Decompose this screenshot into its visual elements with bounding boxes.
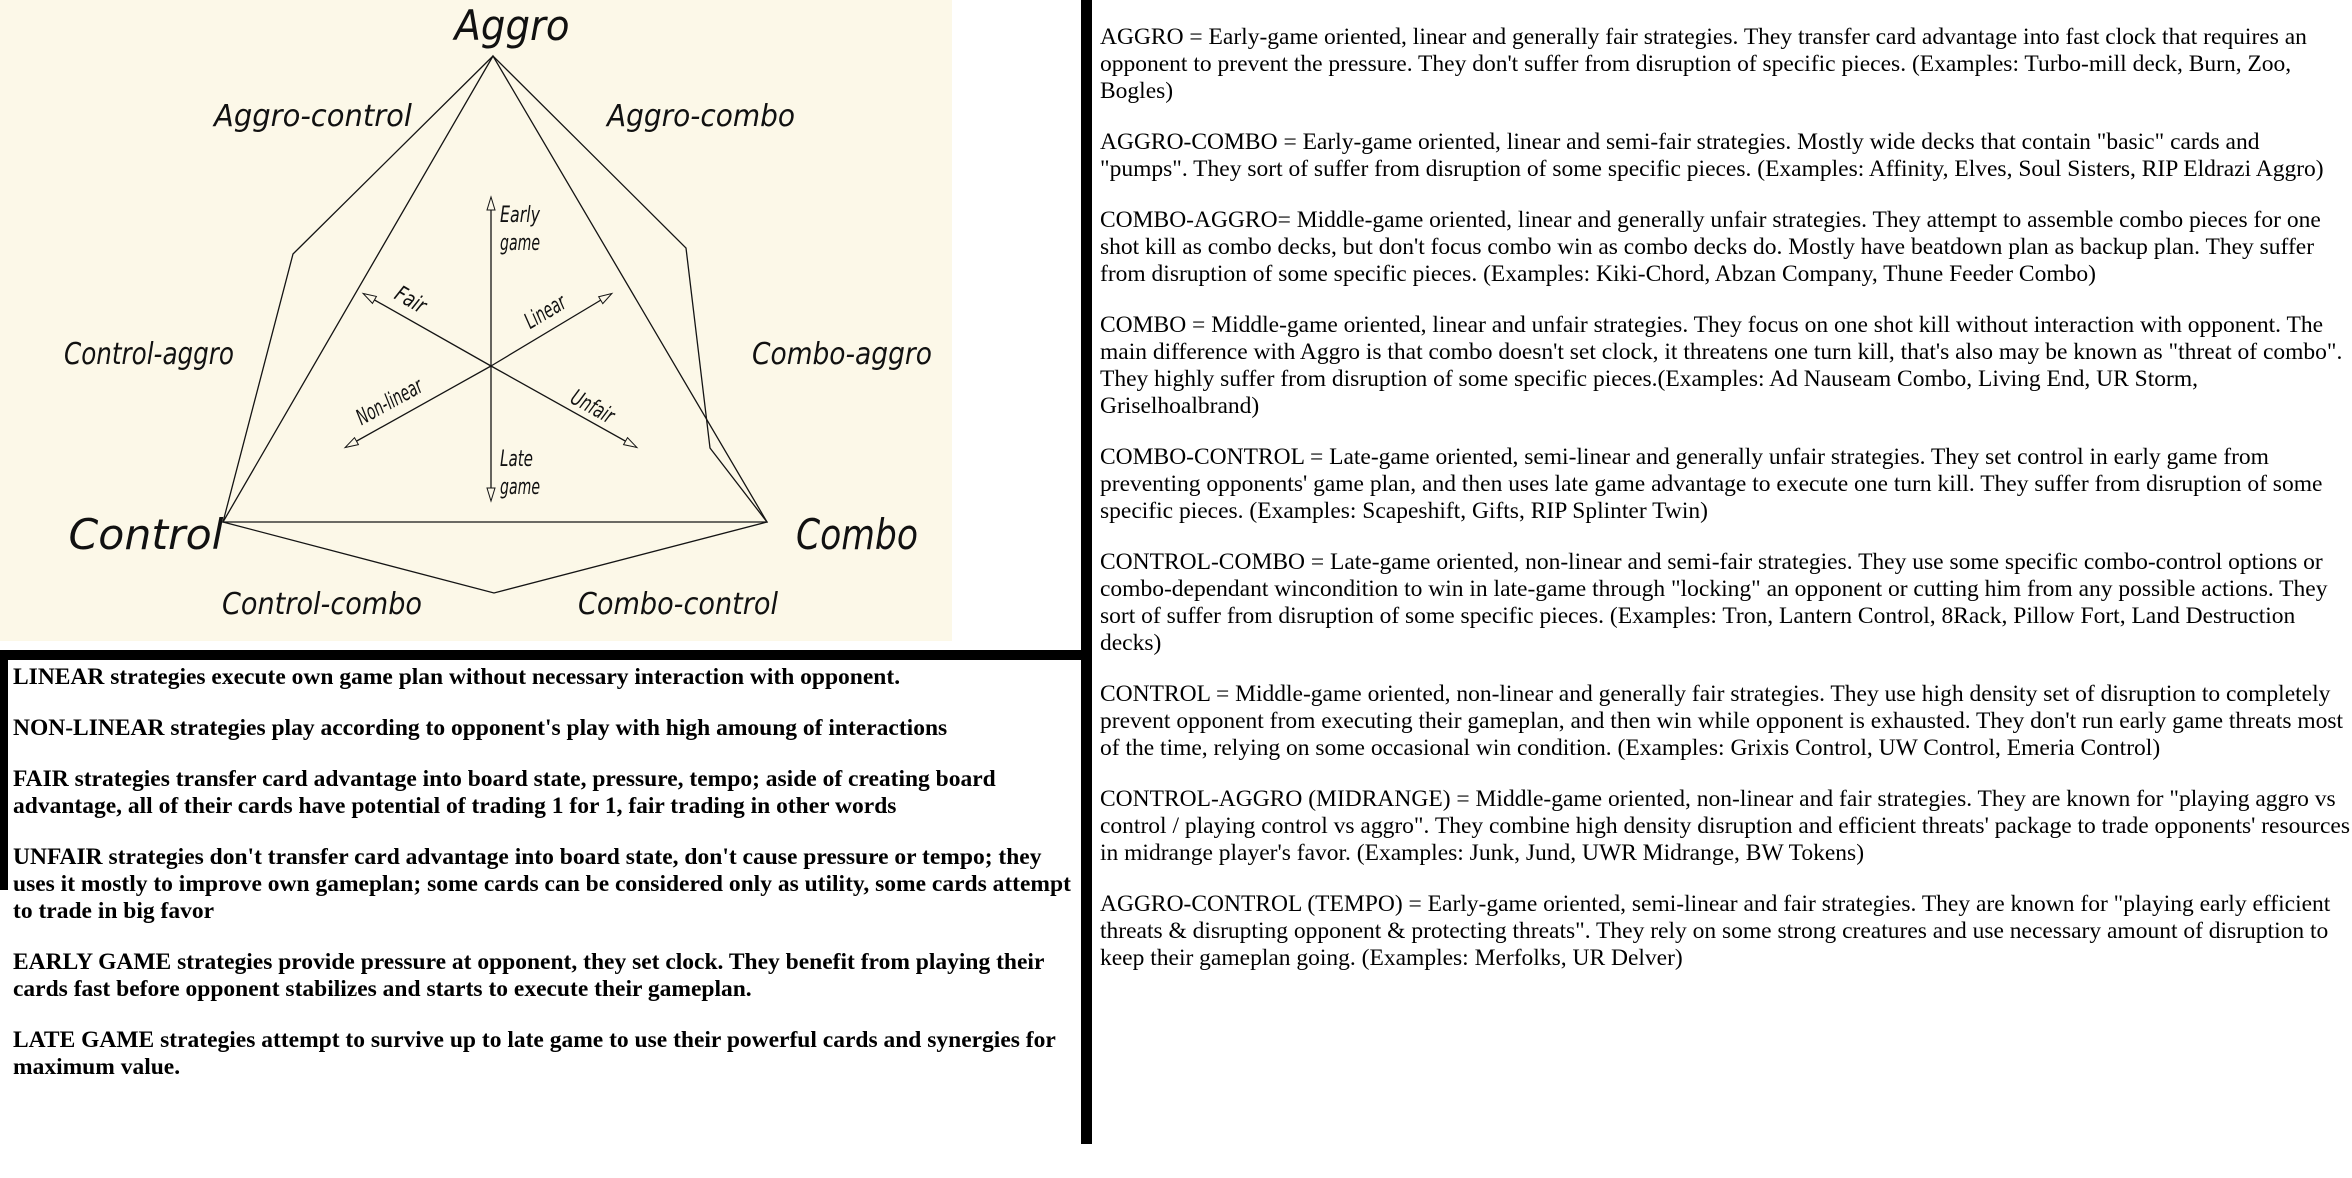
axis-label-late-line1: Late <box>500 447 533 472</box>
outer-hull-polygon <box>223 56 767 593</box>
definition-unfair: UNFAIR strategies don't transfer card advantage into board state, don't cause pressure or tempo; they uses it mostly to improve own gameplan; some cards can be considered only as utility, some cards attempt to trade in big favor <box>13 844 1071 924</box>
definitions-panel-left-border <box>0 650 8 890</box>
axis-label-linear: Linear <box>520 277 592 335</box>
axis-label-fair: Fair <box>390 281 439 324</box>
axis-label-nonlinear: Non-linear <box>352 353 465 431</box>
archetype-control-aggro-midrange: CONTROL-AGGRO (MIDRANGE) = Middle-game oriented, non-linear and fair strategies. They are known for "playing aggro vs control / playing control vs aggro". They combine high density disruption and efficient threats' package to trade opponents' resources in midrange player's favor. (Examples: Junk, Jund, UWR Midrange, BW Tokens) <box>1100 786 2350 866</box>
corner-label-aggro: Aggro <box>451 1 570 50</box>
side-label-combo-control: Combo-control <box>578 587 779 622</box>
archetype-control: CONTROL = Middle-game oriented, non-linear and generally fair strategies. They use high density set of disruption to completely prevent opponent from executing their gameplan, and then win while opponent is exhausted. They don't run early game threats most of the time, relying on some occasional win condition. (Examples: Grixis Control, UW Control, Emeria Control) <box>1100 681 2344 761</box>
definition-late-game: LATE GAME strategies attempt to survive up to late game to use their powerful cards and synergies for maximum value. <box>13 1027 1056 1080</box>
archetype-descriptions-panel <box>1100 24 2350 996</box>
archetype-combo-aggro: COMBO-AGGRO= Middle-game oriented, linear and generally unfair strategies. They attempt to assemble combo pieces for one shot kill as combo decks, but don't focus combo win as combo decks do. Mostly have beatdown plan as backup plan. They suffer from disruption of some specific pieces. (Examples: Kiki-Chord, Abzan Company, Thune Feeder Combo) <box>1100 207 2321 287</box>
strategy-triangle-svg <box>0 0 952 641</box>
corner-label-control: Control <box>68 510 224 559</box>
axis-label-unfair: Unfair <box>565 385 637 440</box>
fair-axis-arrow <box>364 294 491 366</box>
definition-linear: LINEAR strategies execute own game plan without necessary interaction with opponent. <box>13 664 901 690</box>
archetype-combo-control: COMBO-CONTROL = Late-game oriented, semi-linear and generally unfair strategies. They set control in early game from preventing opponents' game plan, and then uses late game advantage to execute one turn kill. They suffer from disruption of some specific pieces. (Examples: Scapeshift, Gifts, RIP Splinter Twin) <box>1100 444 2323 524</box>
side-label-control-combo: Control-combo <box>222 587 422 622</box>
axis-label-late-line2: game <box>500 475 540 500</box>
archetype-aggro-combo: AGGRO-COMBO = Early-game oriented, linear and semi-fair strategies. Mostly wide decks that contain "basic" cards and "pumps". They sort of suffer from disruption of some specific pieces. (Examples: Affinity, Elves, Soul Sisters, RIP Eldrazi Aggro) <box>1100 129 2324 182</box>
archetype-aggro: AGGRO = Early-game oriented, linear and generally fair strategies. They transfer card advantage into fast clock that requires an opponent to prevent the pressure. They don't suffer from disruption of specific pieces. (Examples: Turbo-mill deck, Burn, Zoo, Bogles) <box>1100 24 2307 104</box>
horizontal-divider <box>0 650 1092 660</box>
definition-fair: FAIR strategies transfer card advantage into board state, pressure, tempo; aside of creating board advantage, all of their cards have potential of trading 1 for 1, fair trading in other words <box>13 766 996 819</box>
definition-early-game: EARLY GAME strategies provide pressure at opponent, they set clock. They benefit from playing their cards fast before opponent stabilizes and starts to execute their gameplan. <box>13 949 1044 1002</box>
vertical-divider <box>1081 0 1092 1144</box>
archetype-combo: COMBO = Middle-game oriented, linear and unfair strategies. They focus on one shot kill without interaction with opponent. The main difference with Aggro is that combo doesn't set clock, it threatens one turn kill, that's also may be known as "threat of combo". They highly suffer from disruption of some specific pieces.(Examples: Ad Nauseam Combo, Living End, UR Storm, Griselhoalbrand) <box>1100 312 2343 419</box>
corner-label-combo: Combo <box>796 510 918 559</box>
axis-label-early-line1: Early <box>500 203 541 228</box>
side-label-control-aggro: Control-aggro <box>64 337 234 372</box>
strategy-triangle-diagram <box>0 0 952 641</box>
side-label-combo-aggro: Combo-aggro <box>752 337 932 372</box>
archetype-aggro-control-tempo: AGGRO-CONTROL (TEMPO) = Early-game oriented, semi-linear and fair strategies. They are known for "playing early efficient threats & disrupting opponent & protecting threats". They rely on some strong creatures and use necessary amount of disruption to keep their gameplan going. (Examples: Merfolks, UR Delver) <box>1100 891 2331 971</box>
side-label-aggro-combo: Aggro-combo <box>605 99 795 134</box>
definition-nonlinear: NON-LINEAR strategies play according to opponent's play with high amoung of interactions <box>13 715 948 741</box>
axis-label-early-line2: game <box>500 231 540 256</box>
definitions-panel <box>13 664 1079 1105</box>
side-label-aggro-control: Aggro-control <box>212 99 413 134</box>
archetype-control-combo: CONTROL-COMBO = Late-game oriented, non-linear and semi-fair strategies. They use some specific combo-control options or combo-dependant wincondition to win in late-game through "locking" an opponent or cutting him from any possible actions. They sort of suffer from disruption of some specific pieces. (Examples: Tron, Lantern Control, 8Rack, Pillow Fort, Land Destruction decks) <box>1100 549 2328 656</box>
